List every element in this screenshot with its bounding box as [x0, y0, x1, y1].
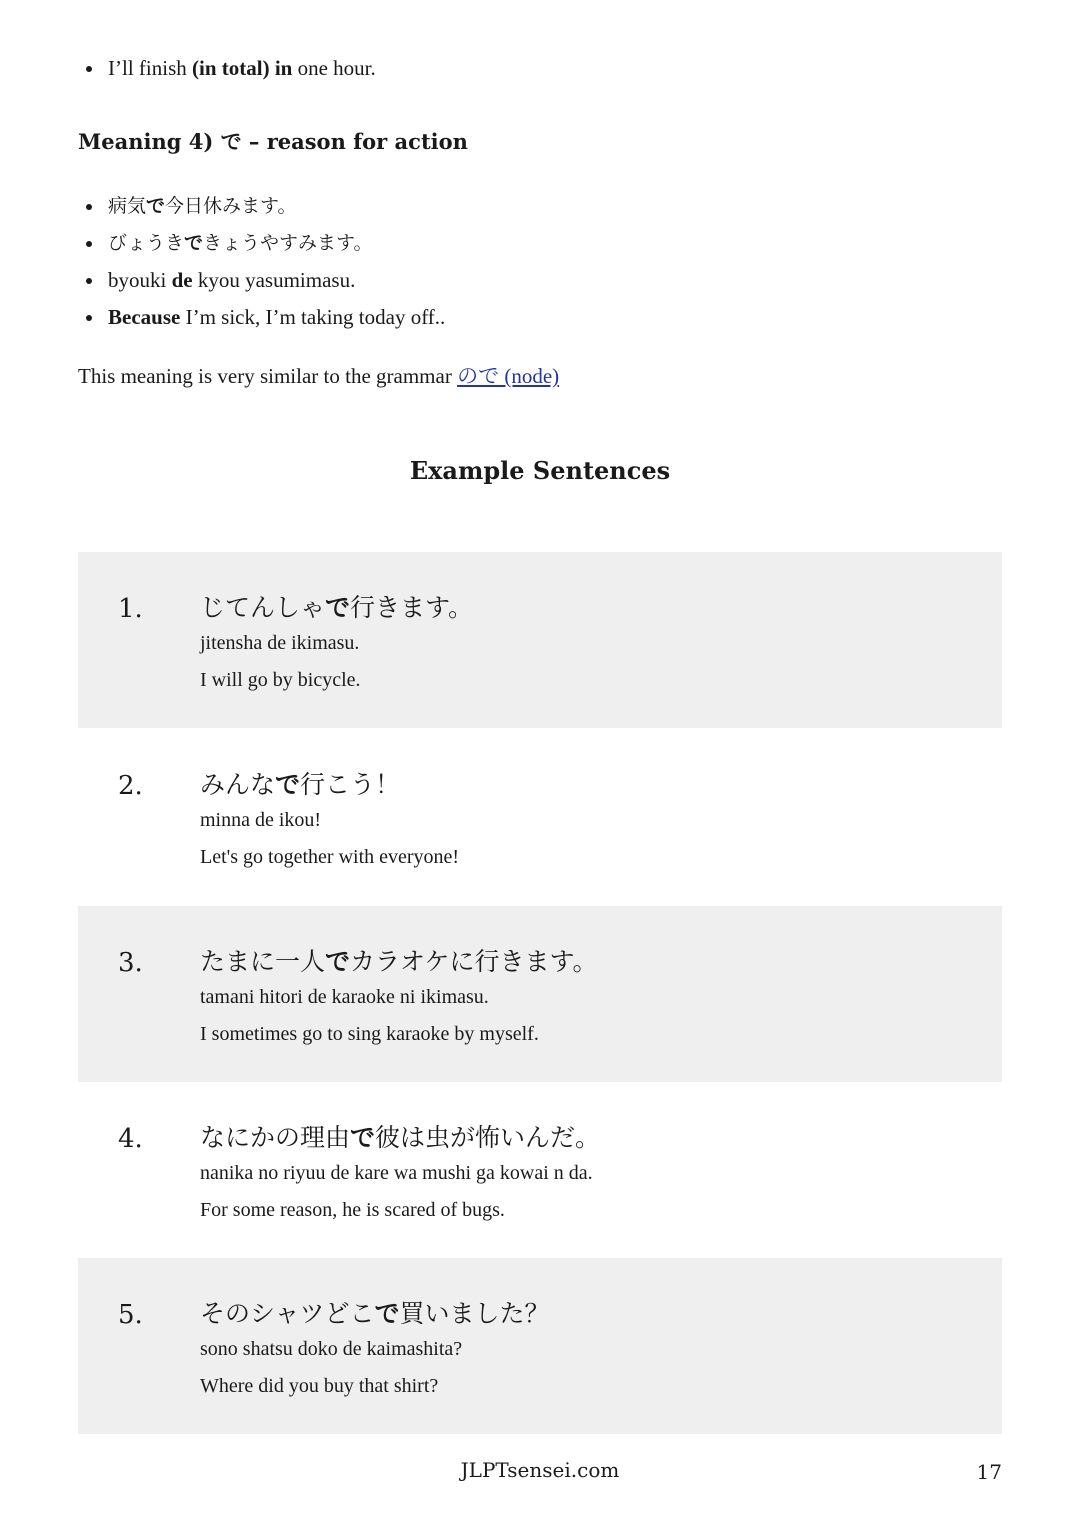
bullet-text: 今日休みます。 — [165, 195, 297, 217]
example-romaji: nanika no riyuu de kare wa mushi ga kowai n da. — [200, 1162, 593, 1184]
particle-de: で — [275, 770, 301, 799]
example-japanese — [200, 765, 400, 801]
example-number: 1. — [118, 594, 143, 624]
japanese-text: たまに一人 — [200, 947, 326, 976]
japanese-text: 買いました？ — [399, 1299, 550, 1328]
example-sentences-heading: Example Sentences — [409, 456, 671, 485]
example-japanese — [200, 942, 598, 978]
bullet-text: kyou yasumimasu. — [192, 268, 356, 292]
example-english: Let's go together with everyone! — [200, 846, 460, 868]
example-english: Where did you buy that shirt? — [200, 1375, 439, 1397]
example-sentence-1 — [78, 552, 1002, 728]
japanese-text: 行こう！ — [300, 770, 401, 799]
japanese-text: そのシャツどこ — [200, 1299, 375, 1328]
list-item — [108, 225, 445, 262]
bullet-text: I’m sick, I’m taking today off.. — [180, 305, 446, 329]
list-item — [108, 299, 445, 336]
example-japanese — [200, 1294, 550, 1330]
example-number: 4. — [118, 1124, 143, 1154]
example-number: 5. — [118, 1300, 143, 1330]
bullet-text: びょうき — [108, 232, 185, 254]
example-romaji: tamani hitori de karaoke ni ikimasu. — [200, 986, 489, 1008]
list-item — [108, 262, 445, 299]
grammar-note — [78, 360, 559, 390]
example-sentence-3 — [78, 906, 1002, 1082]
example-english: I sometimes go to sing karaoke by myself. — [200, 1023, 539, 1045]
meaning-4-bullet-list — [108, 188, 445, 336]
japanese-text: じてんしゃ — [200, 593, 326, 622]
japanese-text: みんな — [200, 770, 276, 799]
particle-de: で — [350, 1123, 376, 1152]
particle-de: で — [325, 593, 351, 622]
example-romaji: minna de ikou! — [200, 809, 322, 831]
example-number: 2. — [118, 771, 143, 801]
page-number: 17 — [976, 1460, 1002, 1484]
bullet-text: 病気 — [108, 195, 147, 217]
example-romaji: jitensha de ikimasu. — [200, 632, 360, 654]
japanese-text: 彼は虫が怖いんだ。 — [375, 1123, 601, 1152]
top-bullet-list — [108, 50, 376, 87]
bullet-text: きょうやすみます。 — [203, 232, 373, 254]
japanese-text: 行きます。 — [350, 593, 474, 622]
example-english: I will go by bicycle. — [200, 669, 361, 691]
example-sentence-4 — [78, 1082, 1002, 1258]
example-sentence-5 — [78, 1258, 1002, 1434]
example-japanese — [200, 588, 473, 624]
bullet-text: byouki — [108, 268, 172, 292]
footer-site-name: JLPTsensei.com — [460, 1458, 620, 1482]
particle-de: で — [374, 1299, 400, 1328]
example-number: 3. — [118, 948, 143, 978]
example-japanese — [200, 1118, 600, 1154]
bullet-bold-text: de — [171, 268, 193, 292]
japanese-text: カラオケに行きます。 — [350, 947, 598, 976]
list-item — [108, 188, 445, 225]
bullet-bold-text: (in total) in — [192, 56, 293, 80]
example-romaji: sono shatsu doko de kaimashita? — [200, 1338, 463, 1360]
meaning-4-heading: Meaning 4) で – reason for action — [78, 129, 468, 154]
bullet-bold-text: Because — [108, 305, 181, 329]
node-grammar-link[interactable]: ので (node) — [457, 364, 560, 388]
list-item — [108, 50, 376, 87]
particle-de: で — [325, 947, 351, 976]
example-sentence-2 — [78, 729, 1002, 905]
example-english: For some reason, he is scared of bugs. — [200, 1199, 505, 1221]
bullet-bold-text: で — [184, 232, 204, 254]
bullet-text: I’ll finish — [108, 56, 192, 80]
japanese-text: なにかの理由 — [200, 1123, 351, 1152]
bullet-bold-text: で — [146, 195, 166, 217]
bullet-text: one hour. — [292, 56, 376, 80]
note-text: This meaning is very similar to the grammar — [78, 364, 458, 388]
